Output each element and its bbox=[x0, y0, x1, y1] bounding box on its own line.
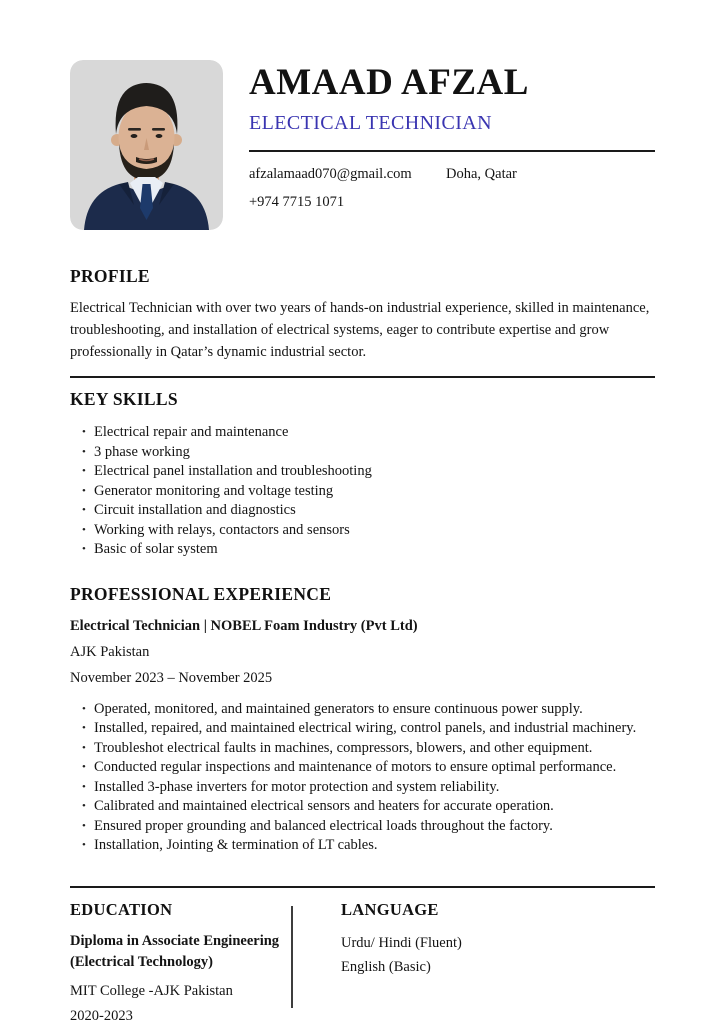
experience-bullet: • Installed, repaired, and maintained electrical wiring, control panels, and industrial machinery. bbox=[82, 719, 655, 739]
experience-bullet-list bbox=[70, 700, 655, 856]
experience-section bbox=[70, 584, 655, 856]
profile-photo bbox=[70, 60, 223, 230]
key-skills-section bbox=[70, 389, 655, 560]
skill-item: • 3 phase working bbox=[82, 443, 655, 463]
language-item: Urdu/ Hindi (Fluent) bbox=[341, 934, 462, 951]
education-section bbox=[70, 900, 291, 1024]
candidate-title: ELECTICAL TECHNICIAN bbox=[249, 111, 492, 134]
experience-bullet: • Operated, monitored, and maintained generators to ensure continuous power supply. bbox=[82, 700, 655, 720]
education-degree-line1: Diploma in Associate Engineering bbox=[70, 932, 280, 949]
profile-text: Electrical Technician with over two years of hands-on industrial experience, skilled in maintenance, troubleshooting, and installation of electrical systems, eager to contribute expertise and grow professionally in Qatar’s dynamic industrial sector. bbox=[70, 300, 650, 360]
experience-heading: PROFESSIONAL EXPERIENCE bbox=[70, 583, 332, 604]
experience-job-title: Electrical Technician | NOBEL Foam Industry (Pvt Ltd) bbox=[70, 617, 418, 634]
education-school: MIT College -AJK Pakistan bbox=[70, 982, 233, 999]
experience-location: AJK Pakistan bbox=[70, 643, 150, 660]
contact-block bbox=[249, 166, 655, 211]
bottom-columns bbox=[70, 900, 655, 1024]
education-years: 2020-2023 bbox=[70, 1007, 133, 1024]
contact-email: afzalamaad070@gmail.com bbox=[249, 165, 412, 182]
skill-item: • Working with relays, contactors and sensors bbox=[82, 521, 655, 541]
experience-bullet: • Troubleshot electrical faults in machines, compressors, blowers, and other equipment. bbox=[82, 739, 655, 759]
header-divider bbox=[249, 150, 655, 152]
key-skills-heading: KEY SKILLS bbox=[70, 389, 178, 409]
header-text bbox=[249, 60, 655, 230]
profile-heading: PROFILE bbox=[70, 266, 150, 286]
experience-dates: November 2023 – November 2025 bbox=[70, 669, 273, 686]
profile-section bbox=[70, 266, 655, 363]
contact-phone: +974 7715 1071 bbox=[249, 193, 345, 210]
experience-bullet: • Installed 3-phase inverters for motor protection and system reliability. bbox=[82, 778, 655, 798]
experience-bullet: • Ensured proper grounding and balanced electrical loads throughout the factory. bbox=[82, 817, 655, 837]
language-heading: LANGUAGE bbox=[341, 899, 439, 919]
education-degree-line2: (Electrical Technology) bbox=[70, 953, 213, 970]
education-degree bbox=[70, 931, 291, 973]
skill-item: • Circuit installation and diagnostics bbox=[82, 501, 655, 521]
education-heading: EDUCATION bbox=[70, 899, 173, 919]
profile-photo-illustration bbox=[70, 60, 223, 230]
experience-bullet: • Conducted regular inspections and maintenance of motors to ensure optimal performance. bbox=[82, 758, 655, 778]
language-item: English (Basic) bbox=[341, 958, 431, 975]
experience-bullet: • Installation, Jointing & termination of LT cables. bbox=[82, 836, 655, 856]
header bbox=[70, 60, 655, 230]
section-divider bbox=[70, 886, 655, 888]
section-divider bbox=[70, 376, 655, 378]
skill-item: • Electrical panel installation and troubleshooting bbox=[82, 462, 655, 482]
skill-item: • Generator monitoring and voltage testing bbox=[82, 482, 655, 502]
language-list bbox=[341, 931, 462, 979]
key-skills-list bbox=[70, 423, 655, 560]
contact-location: Doha, Qatar bbox=[446, 165, 517, 182]
skill-item: • Electrical repair and maintenance bbox=[82, 423, 655, 443]
experience-bullet: • Calibrated and maintained electrical sensors and heaters for accurate operation. bbox=[82, 797, 655, 817]
skill-item: • Basic of solar system bbox=[82, 540, 655, 560]
candidate-name: AMAAD AFZAL bbox=[249, 62, 529, 103]
language-section bbox=[293, 900, 462, 1024]
